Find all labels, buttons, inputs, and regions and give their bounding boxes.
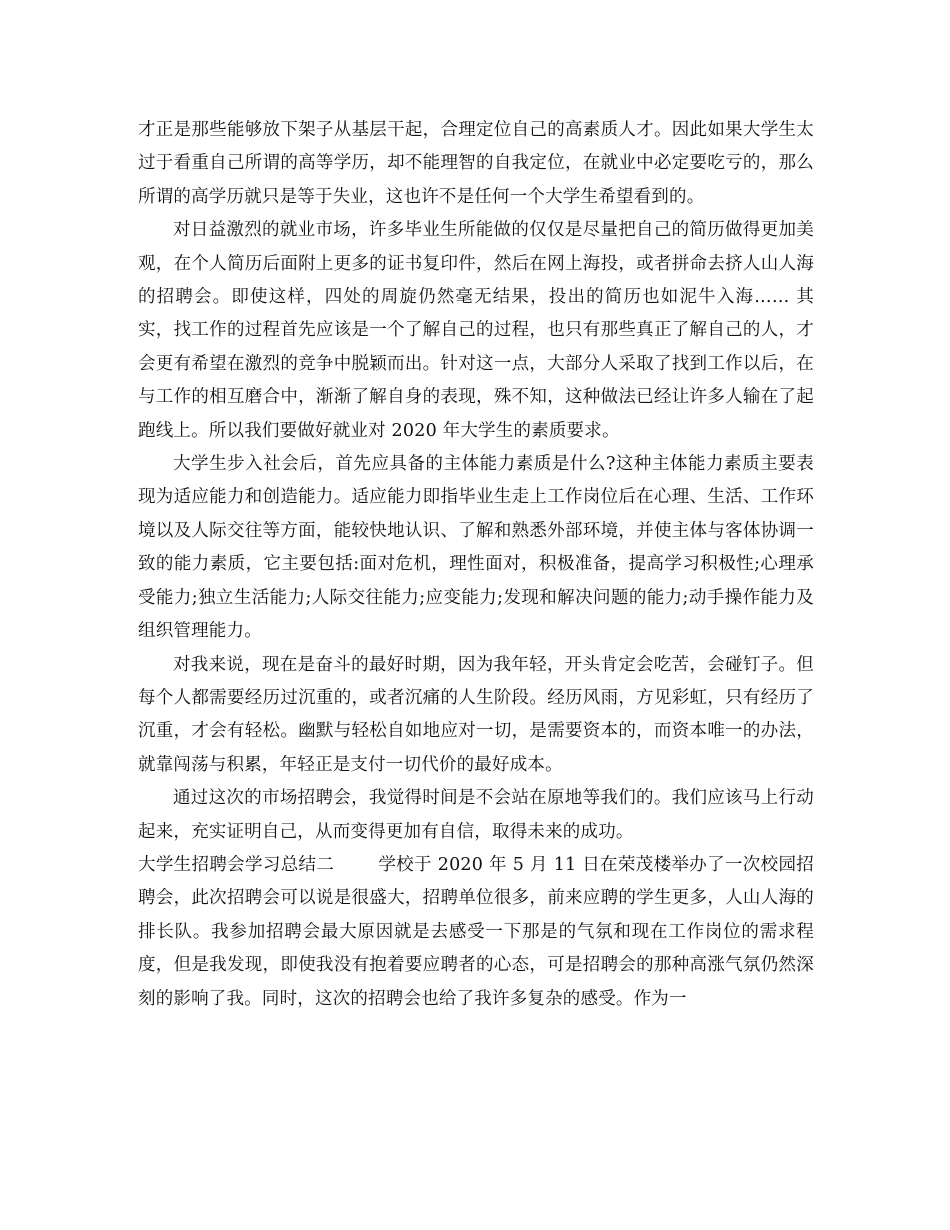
section-title: 大学生招聘会学习总结二 — [138, 854, 335, 875]
paragraph-3: 大学生步入社会后，首先应具备的主体能力素质是什么?这种主体能力素质主要表现为适应能力和创造能力。适应能力即指毕业生走上工作岗位后在心理、生活、工作环境以及人际交往等方面，能较快地认识、了解和熟悉外部环境，并使主体与客体协调一致的能力素质，它主要包括:面对危机，理性面对，积极准备，提高学习积极性;心理承受能力;独立生活能力;人际交往能力;应变能力;发现和解决问题的能力;动手操作能力及组织管理能力。 — [138, 454, 814, 642]
paragraph-5: 通过这次的市场招聘会，我觉得时间是不会站在原地等我们的。我们应该马上行动起来，充实证明自己，从而变得更加有自信，取得未来的成功。 — [138, 788, 814, 842]
document-body — [138, 114, 814, 1016]
paragraph-1: 才正是那些能够放下架子从基层干起，合理定位自己的高素质人才。因此如果大学生太过于看重自己所谓的高等学历，却不能理智的自我定位，在就业中必定要吃亏的，那么所谓的高学历就只是等于失业，这也许不是任何一个大学生希望看到的。 — [138, 120, 814, 207]
section-paragraph — [138, 849, 814, 1016]
section-text: 学校于 2020 年 5 月 11 日在荣茂楼举办了一次校园招聘会，此次招聘会可以说是很盛大，招聘单位很多，前来应聘的学生更多，人山人海的排长队。我参加招聘会最大原因就是去感受一下那是的气氛和现在工作岗位的需求程度，但是我发现，即使我没有抱着要应聘者的心态，可是招聘会的那种高涨气氛仍然深刻的影响了我。同时，这次的招聘会也给了我许多复杂的感受。作为一 — [138, 854, 814, 1009]
paragraph-4: 对我来说，现在是奋斗的最好时期，因为我年轻，开头肯定会吃苦，会碰钉子。但每个人都需要经历过沉重的，或者沉痛的人生阶段。经历风雨，方见彩虹，只有经历了沉重，才会有轻松。幽默与轻松自如地应对一切，是需要资本的，而资本唯一的办法，就靠闯荡与积累，年轻正是支付一切代价的最好成本。 — [138, 654, 814, 775]
paragraph-2: 对日益激烈的就业市场，许多毕业生所能做的仅仅是尽量把自己的简历做得更加美观，在个人简历后面附上更多的证书复印件，然后在网上海投，或者拼命去挤人山人海的招聘会。即使这样，四处的周旋仍然毫无结果，投出的简历也如泥牛入海…… 其实，找工作的过程首先应该是一个了解自己的过程，也只有那些真正了解自己的人，才会更有希望在激烈的竞争中脱颖而出。针对这一点，大部分人采取了找到工作以后，在与工作的相互磨合中，渐渐了解自身的表现，殊不知，这种做法已经让许多人输在了起跑线上。所以我们要做好就业对 2020 年大学生的素质要求。 — [138, 220, 814, 441]
